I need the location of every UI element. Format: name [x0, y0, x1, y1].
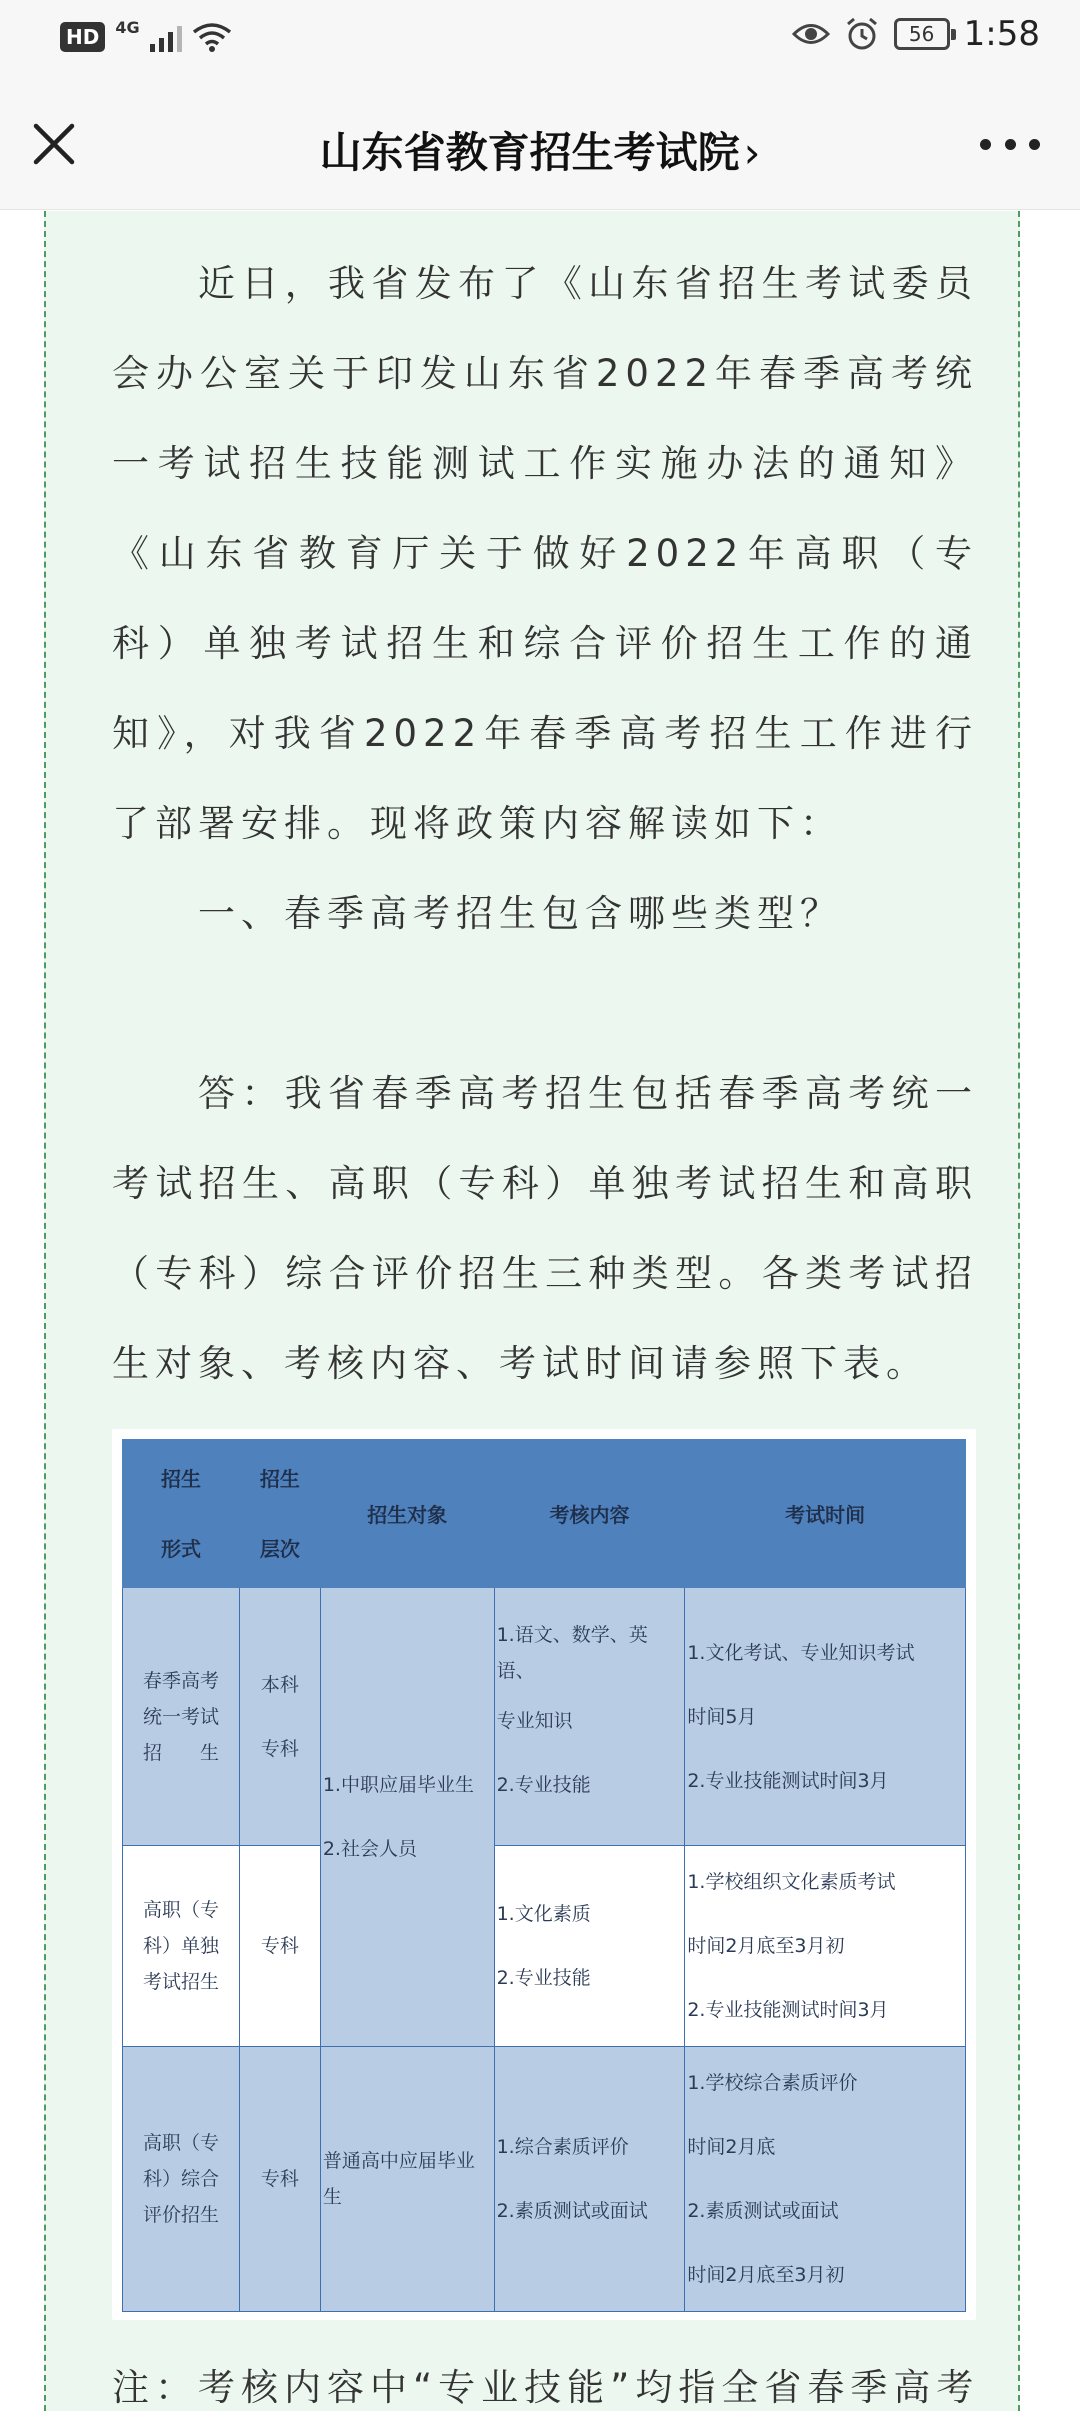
policy-table — [122, 1439, 966, 2312]
row1-form: 春季高考 统一考试 招 生 — [123, 1588, 240, 1846]
row1-time: 1.文化考试、专业知识考试 时间5月 2.专业技能测试时间3月 — [685, 1588, 966, 1846]
row3-time: 1.学校综合素质评价 时间2月底 2.素质测试或面试 时间2月底至3月初 — [685, 2047, 966, 2312]
account-title: 山东省教育招生考试院 — [319, 128, 740, 177]
table-header-row — [123, 1440, 966, 1588]
nav-bar — [0, 82, 1080, 210]
header-target: 招生对象 — [320, 1440, 494, 1588]
wifi-icon — [192, 20, 232, 54]
row3-target: 普通高中应届毕业生 — [320, 2047, 494, 2312]
alarm-icon — [844, 16, 880, 52]
row1-level: 本科 专科 — [239, 1588, 320, 1846]
row3-level: 专科 — [239, 2047, 320, 2312]
header-form: 招生 形式 — [123, 1440, 240, 1588]
more-icon[interactable] — [980, 134, 1040, 154]
network-type: 4G — [115, 17, 140, 37]
status-right — [792, 14, 1040, 54]
header-content: 考核内容 — [494, 1440, 685, 1588]
policy-table-image — [112, 1429, 976, 2320]
row2-time: 1.学校组织文化素质考试 时间2月底至3月初 2.专业技能测试时间3月 — [685, 1846, 966, 2047]
row3-form: 高职（专 科）综合 评价招生 — [123, 2047, 240, 2312]
clock: 1:58 — [963, 14, 1040, 54]
article-scroll-area[interactable] — [0, 211, 1080, 2409]
note-paragraph: 注：考核内容中“专业技能”均指全省春季高考 — [112, 2366, 980, 2409]
header-time: 考试时间 — [685, 1440, 966, 1588]
table-row — [123, 1846, 966, 2047]
article-body — [112, 239, 978, 2428]
battery-icon: 56 — [894, 18, 950, 50]
table-row — [123, 2047, 966, 2312]
hd-badge: HD — [60, 22, 105, 52]
row1-target: 1.中职应届毕业生 2.社会人员 — [320, 1588, 494, 2047]
signal-icon — [150, 22, 182, 52]
intro-paragraph: 近日，我省发布了《山东省招生考试委员会办公室关于印发山东省2022年春季高考统一考试招生技能测试工作实施办法的通知》《山东省教育厅关于做好2022年高职（专科）单独考试招生和综合评价招生工作的通知》，对我省2022年春季高考招生工作进行了部署安排。现将政策内容解读如下： — [112, 262, 978, 845]
header-level: 招生 层次 — [239, 1440, 320, 1588]
row2-level: 专科 — [239, 1846, 320, 2047]
row2-form: 高职（专 科）单独 考试招生 — [123, 1846, 240, 2047]
question-heading: 一、春季高考招生包含哪些类型？ — [198, 892, 843, 935]
row2-content: 1.文化素质 2.专业技能 — [494, 1846, 685, 2047]
row1-content: 1.语文、数学、英语、 专业知识 2.专业技能 — [494, 1588, 685, 1846]
table-row — [123, 1588, 966, 1846]
chevron-right-icon: › — [743, 128, 761, 177]
status-left — [60, 17, 232, 54]
row3-content: 1.综合素质评价 2.素质测试或面试 — [494, 2047, 685, 2312]
status-bar — [0, 0, 1080, 82]
answer-paragraph: 答：我省春季高考招生包括春季高考统一考试招生、高职（专科）单独考试招生和高职（专科）综合评价招生三种类型。各类考试招生对象、考核内容、考试时间请参照下表。 — [112, 1072, 978, 1385]
eye-icon — [792, 19, 830, 49]
account-title-link[interactable] — [0, 120, 1080, 180]
